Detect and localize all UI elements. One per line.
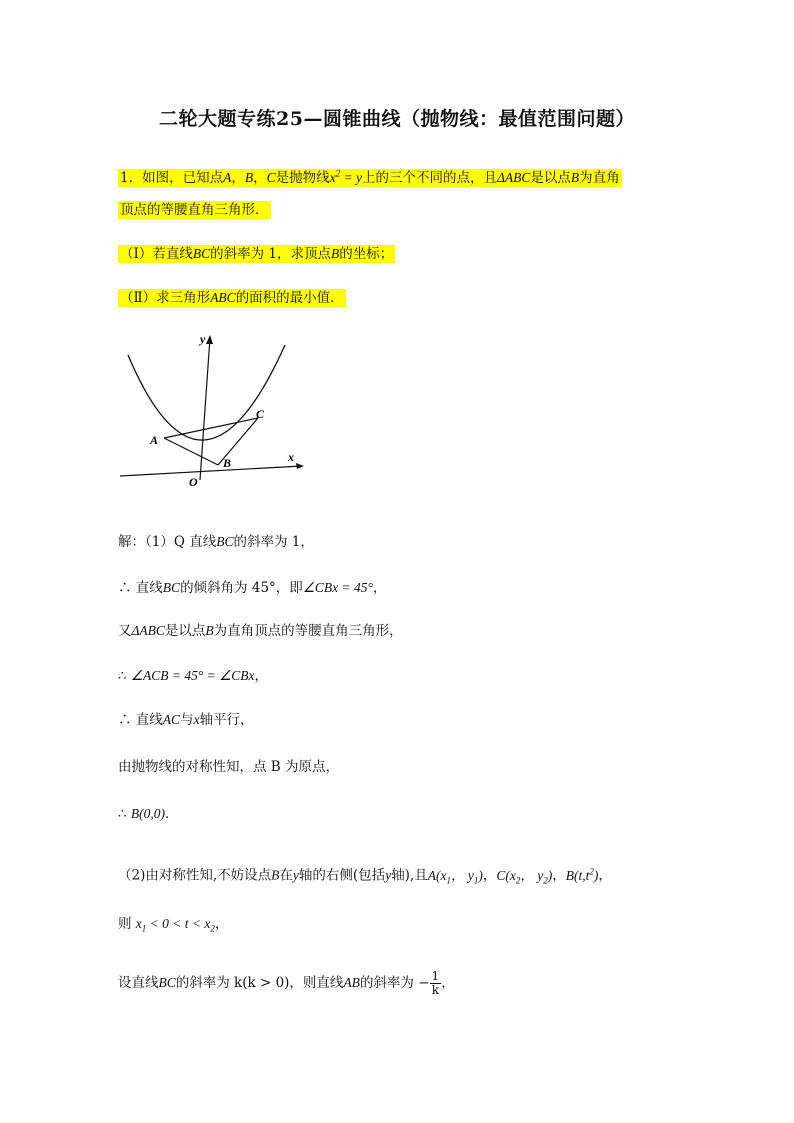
fraction-one-over-k: $\frac{1}{k}$ xyxy=(431,969,440,997)
solution-line-10: 设直线BC的斜率为 k(k > 0)，则直线AB的斜率为 − $\frac{1}{k}$ ， xyxy=(118,969,455,997)
problem-part-1: （Ⅰ）若直线BC的斜率为 1，求顶点B的坐标； xyxy=(120,246,394,262)
label-x: x xyxy=(288,450,294,464)
label-C: C xyxy=(256,407,265,421)
problem-line-2: 顶点的等腰直角三角形． xyxy=(120,202,269,218)
solution-line-9: 则 $x_1 < 0 < t < x_2$， xyxy=(118,916,229,934)
solution-line-2: ∴ 直线BC的倾斜角为 45°，即∠CBx = 45°， xyxy=(118,580,387,596)
problem-line-1: 1．如图，已知点A，B，C是抛物线$x^2 = y$上的三个不同的点，且ΔABC是以点B为直角 xyxy=(120,168,620,186)
label-A: A xyxy=(150,433,159,447)
problem-part-2: （Ⅱ）求三角形ABC的面积的最小值． xyxy=(120,290,344,306)
y-axis-arrow xyxy=(206,335,213,344)
label-B: B xyxy=(223,456,232,470)
solution-line-6: 由抛物线的对称性知，点 B 为原点， xyxy=(118,759,340,775)
x-axis xyxy=(120,466,302,476)
solution-line-5: ∴ 直线AC与x轴平行， xyxy=(118,712,254,728)
solution-line-7: ∴ B(0,0)． xyxy=(118,806,179,822)
label-O: O xyxy=(189,475,198,489)
label-y: y xyxy=(200,332,206,346)
page-title: 二轮大题专练25—圆锥曲线（抛物线：最值范围问题） xyxy=(159,108,635,130)
x-axis-arrow xyxy=(296,463,304,469)
parabola-figure xyxy=(118,330,308,510)
solution-line-1: 解：（1）Q 直线BC的斜率为 1， xyxy=(118,534,314,550)
solution-line-4: ∴ ∠ACB = 45° = ∠CBx， xyxy=(118,668,268,684)
solution-line-3: 又ΔABC是以点B为直角顶点的等腰直角三角形， xyxy=(118,623,403,639)
segment-AB xyxy=(164,438,218,465)
solution-line-8: （2)由对称性知,不妨设点B在y轴的右侧(包括y轴),且$A(x_1$， $y_1$)，$C(x_2$， $y_2$)，$B(t,t^2)$， xyxy=(118,866,612,886)
